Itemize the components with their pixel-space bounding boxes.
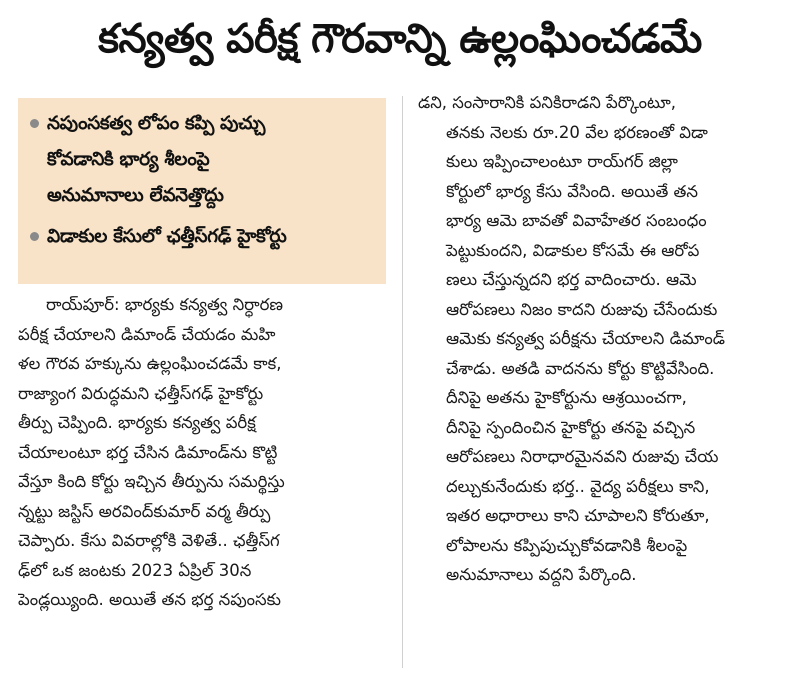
text-line: చేయాలంటూ భర్త చేసిన డిమాండ్‌ను కొట్టి <box>18 442 278 462</box>
text-line: ఆరోపణలు నిరాధారమైనవని రుజువు చేయ <box>446 447 719 466</box>
text-line: తీర్పు చెప్పింది. భార్యకు కన్యత్వ పరీక్ష <box>18 413 256 432</box>
bullet-icon <box>30 119 39 128</box>
highlight-line: కోవడానికి భార్య శీలంపై <box>47 149 210 170</box>
column-divider <box>402 96 403 668</box>
text-line: ణలు చేస్తున్నదని భర్త వాదించారు. ఆమె <box>446 270 697 289</box>
text-line: ఆమెకు కన్యత్వ పరీక్షను చేయాలని డిమాండ్ <box>446 329 725 348</box>
text-line: రాయ్‌పూర్: భార్యకు కన్యత్వ నిర్ధారణ <box>46 295 284 314</box>
text-line: ఇతర అధారాలు కాని చూపాలని కోరుతూ, <box>446 506 710 525</box>
text-line: పరీక్ష చేయాలని డిమాండ్ చేయడం మహి <box>18 324 276 344</box>
right-column <box>418 88 784 590</box>
text-line: తనకు నెలకు రూ.20 వేల భరణంతో విడా <box>446 122 708 142</box>
highlights-box <box>18 98 386 284</box>
text-line: ఢ్‌లో ఒక జంటకు 2023 ఏప్రిల్ 30న <box>18 560 252 580</box>
left-column <box>18 290 386 615</box>
text-line: వేస్తూ కింది కోర్టు ఇచ్చిన తీర్పును సమర్థిస్తు <box>18 472 285 491</box>
text-line: రాజ్యాంగ విరుద్ధమని ఛత్తీస్‌గఢ్ హైకోర్టు <box>18 383 264 403</box>
text-line: చేశాడు. అతడి వాదనను కోర్టు కొట్టివేసింది. <box>446 358 715 378</box>
highlight-item <box>28 106 378 214</box>
text-line: ళల గౌరవ హక్కును ఉల్లంఘించడమే కాక, <box>18 354 282 373</box>
highlight-line: నపుంసకత్వ లోపం కప్పి పుచ్చు <box>47 113 266 134</box>
bullet-icon <box>30 232 39 241</box>
highlight-line: అనుమానాలు లేవనెత్తొద్దు <box>47 185 224 206</box>
highlight-line: విడాకుల కేసులో ఛత్తీస్‌గఢ్ హైకోర్టు <box>47 226 287 247</box>
text-line: పెండ్లయ్యింది. అయితే తన భర్త నపుంసకు <box>18 590 281 609</box>
text-line: ఆరోపణలు నిజం కాదని రుజువు చేసేందుకు <box>446 299 718 319</box>
headline: కన్యత్వ పరీక్ష గౌరవాన్ని ఉల్లంఘించడమే <box>98 16 702 62</box>
text-line: దీనిపై అతను హైకోర్టును ఆశ్రయించగా, <box>446 388 687 407</box>
text-line: పెట్టుకుందని, విడాకుల కోసమే ఈ ఆరోప <box>446 240 700 260</box>
highlight-item <box>28 219 378 255</box>
text-line: డని, సంసారానికి పనికిరాడని పేర్కొంటూ, <box>418 93 676 112</box>
text-line: అనుమానాలు వద్దని పేర్కొంది. <box>446 565 637 584</box>
highlight-text-block <box>47 106 265 214</box>
text-line: దీనిపై స్పందించిన హైకోర్టు తనపై వచ్చిన <box>446 417 696 437</box>
text-line: దల్చుకునేందుకు భర్త.. వైద్య పరీక్షలు కాని, <box>446 476 710 496</box>
text-line: చెప్పారు. కేసు వివరాల్లోకి వెళితే.. ఛత్తీస్‌గ <box>18 531 280 550</box>
text-line: న్నట్టు జస్టిస్ అరవింద్‌కుమార్ వర్మ తీర్పు <box>18 501 271 521</box>
text-line: కోర్టులో భార్య కేసు వేసింది. అయితే తన <box>446 181 698 201</box>
text-line: లోపాలను కప్పిపుచ్చుకోవడానికి శీలంపై <box>446 535 688 555</box>
text-line: కులు ఇప్పించాలంటూ రాయ్‌గర్ జిల్లా <box>446 152 678 171</box>
text-line: భార్య ఆమె బావతో వివాహేతర సంబంధం <box>446 211 707 230</box>
